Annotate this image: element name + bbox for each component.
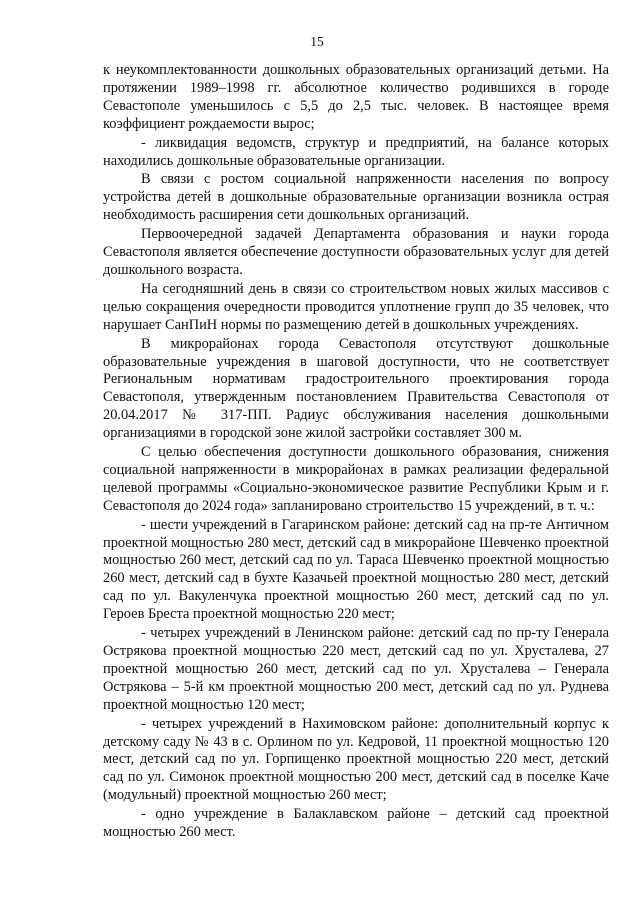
list-item: - ликвидация ведомств, структур и предприятий, на балансе которых находились дошкольные образовательные организации. <box>103 134 609 169</box>
paragraph: В связи с ростом социальной напряженности населения по вопросу устройства детей в дошкольные образовательные организации возникла острая необходимость расширения сети дошкольных организаций. <box>103 171 609 224</box>
page-number: 15 <box>310 34 324 49</box>
list-item: - шести учреждений в Гагаринском районе: детский сад на пр-те Античном проектной мощностью 280 мест, детский сад в микрорайоне Шевченко проектной мощностью 260 мест, детский сад по ул. Тараса Шевченко проектной мощностью 260 мест, детский сад в бухте Казачьей проектной мощностью 280 мест, детский сад по ул. Вакуленчука проектной мощностью 260 мест, детский сад по ул. Героев Бреста проектной мощностью 220 мест; <box>103 516 609 623</box>
list-item: - одно учреждение в Балаклавском районе – детский сад проектной мощностью 260 мест. <box>103 806 609 841</box>
paragraph: В микрорайонах города Севастополя отсутствуют дошкольные образовательные учреждения в шаговой доступности, что не соответствует Региональным нормативам градостроительного проектирования города Севастополя, утвержденным постановлением Правительства Севастополя от 20.04.2017 № 317-ПП. Радиус обслуживания населения дошкольными организациями в городской зоне жилой застройки составляет 300 м. <box>103 335 609 442</box>
paragraph: к неукомплектованности дошкольных образовательных организаций детьми. На протяжении 1989–1998 гг. абсолютное количество родившихся в городе Севастополе уменьшилось с 5,5 до 2,5 тыс. человек. В настоящее время коэффициент рождаемости вырос; <box>103 62 609 132</box>
list-item: - четырех учреждений в Ленинском районе: детский сад по пр-ту Генерала Острякова проектной мощностью 220 мест, детский сад по ул. Хрусталева, 27 проектной мощностью 260 мест, детский сад по ул. Хрусталева – Генерала Острякова – 5-й км проектной мощностью 200 мест, детский сад по ул. Руднева проектной мощностью 120 мест; <box>103 625 609 713</box>
list-item: - четырех учреждений в Нахимовском районе: дополнительный корпус к детскому саду № 43 в с. Орлином по ул. Кедровой, 11 проектной мощностью 120 мест, детский сад по ул. Горпищенко проектной мощностью 220 мест, детский сад по ул. Симонок проектной мощностью 200 мест, детский сад в поселке Каче (модульный) проектной мощностью 260 мест; <box>103 715 609 804</box>
document-body <box>103 62 609 843</box>
paragraph: С целью обеспечения доступности дошкольного образования, снижения социальной напряженности в микрорайонах в рамках реализации федеральной целевой программы «Социально-экономическое развитие Республики Крым и г. Севастополя до 2024 года» запланировано строительство 15 учреждений, в т. ч.: <box>103 444 609 514</box>
paragraph: На сегодняшний день в связи со строительством новых жилых массивов с целью сокращения очередности проводится уплотнение групп до 35 человек, что нарушает СанПиН нормы по размещению детей в дошкольных учреждениях. <box>103 280 609 333</box>
paragraph: Первоочередной задачей Департамента образования и науки города Севастополя является обеспечение доступности образовательных услуг для детей дошкольного возраста. <box>103 226 609 278</box>
